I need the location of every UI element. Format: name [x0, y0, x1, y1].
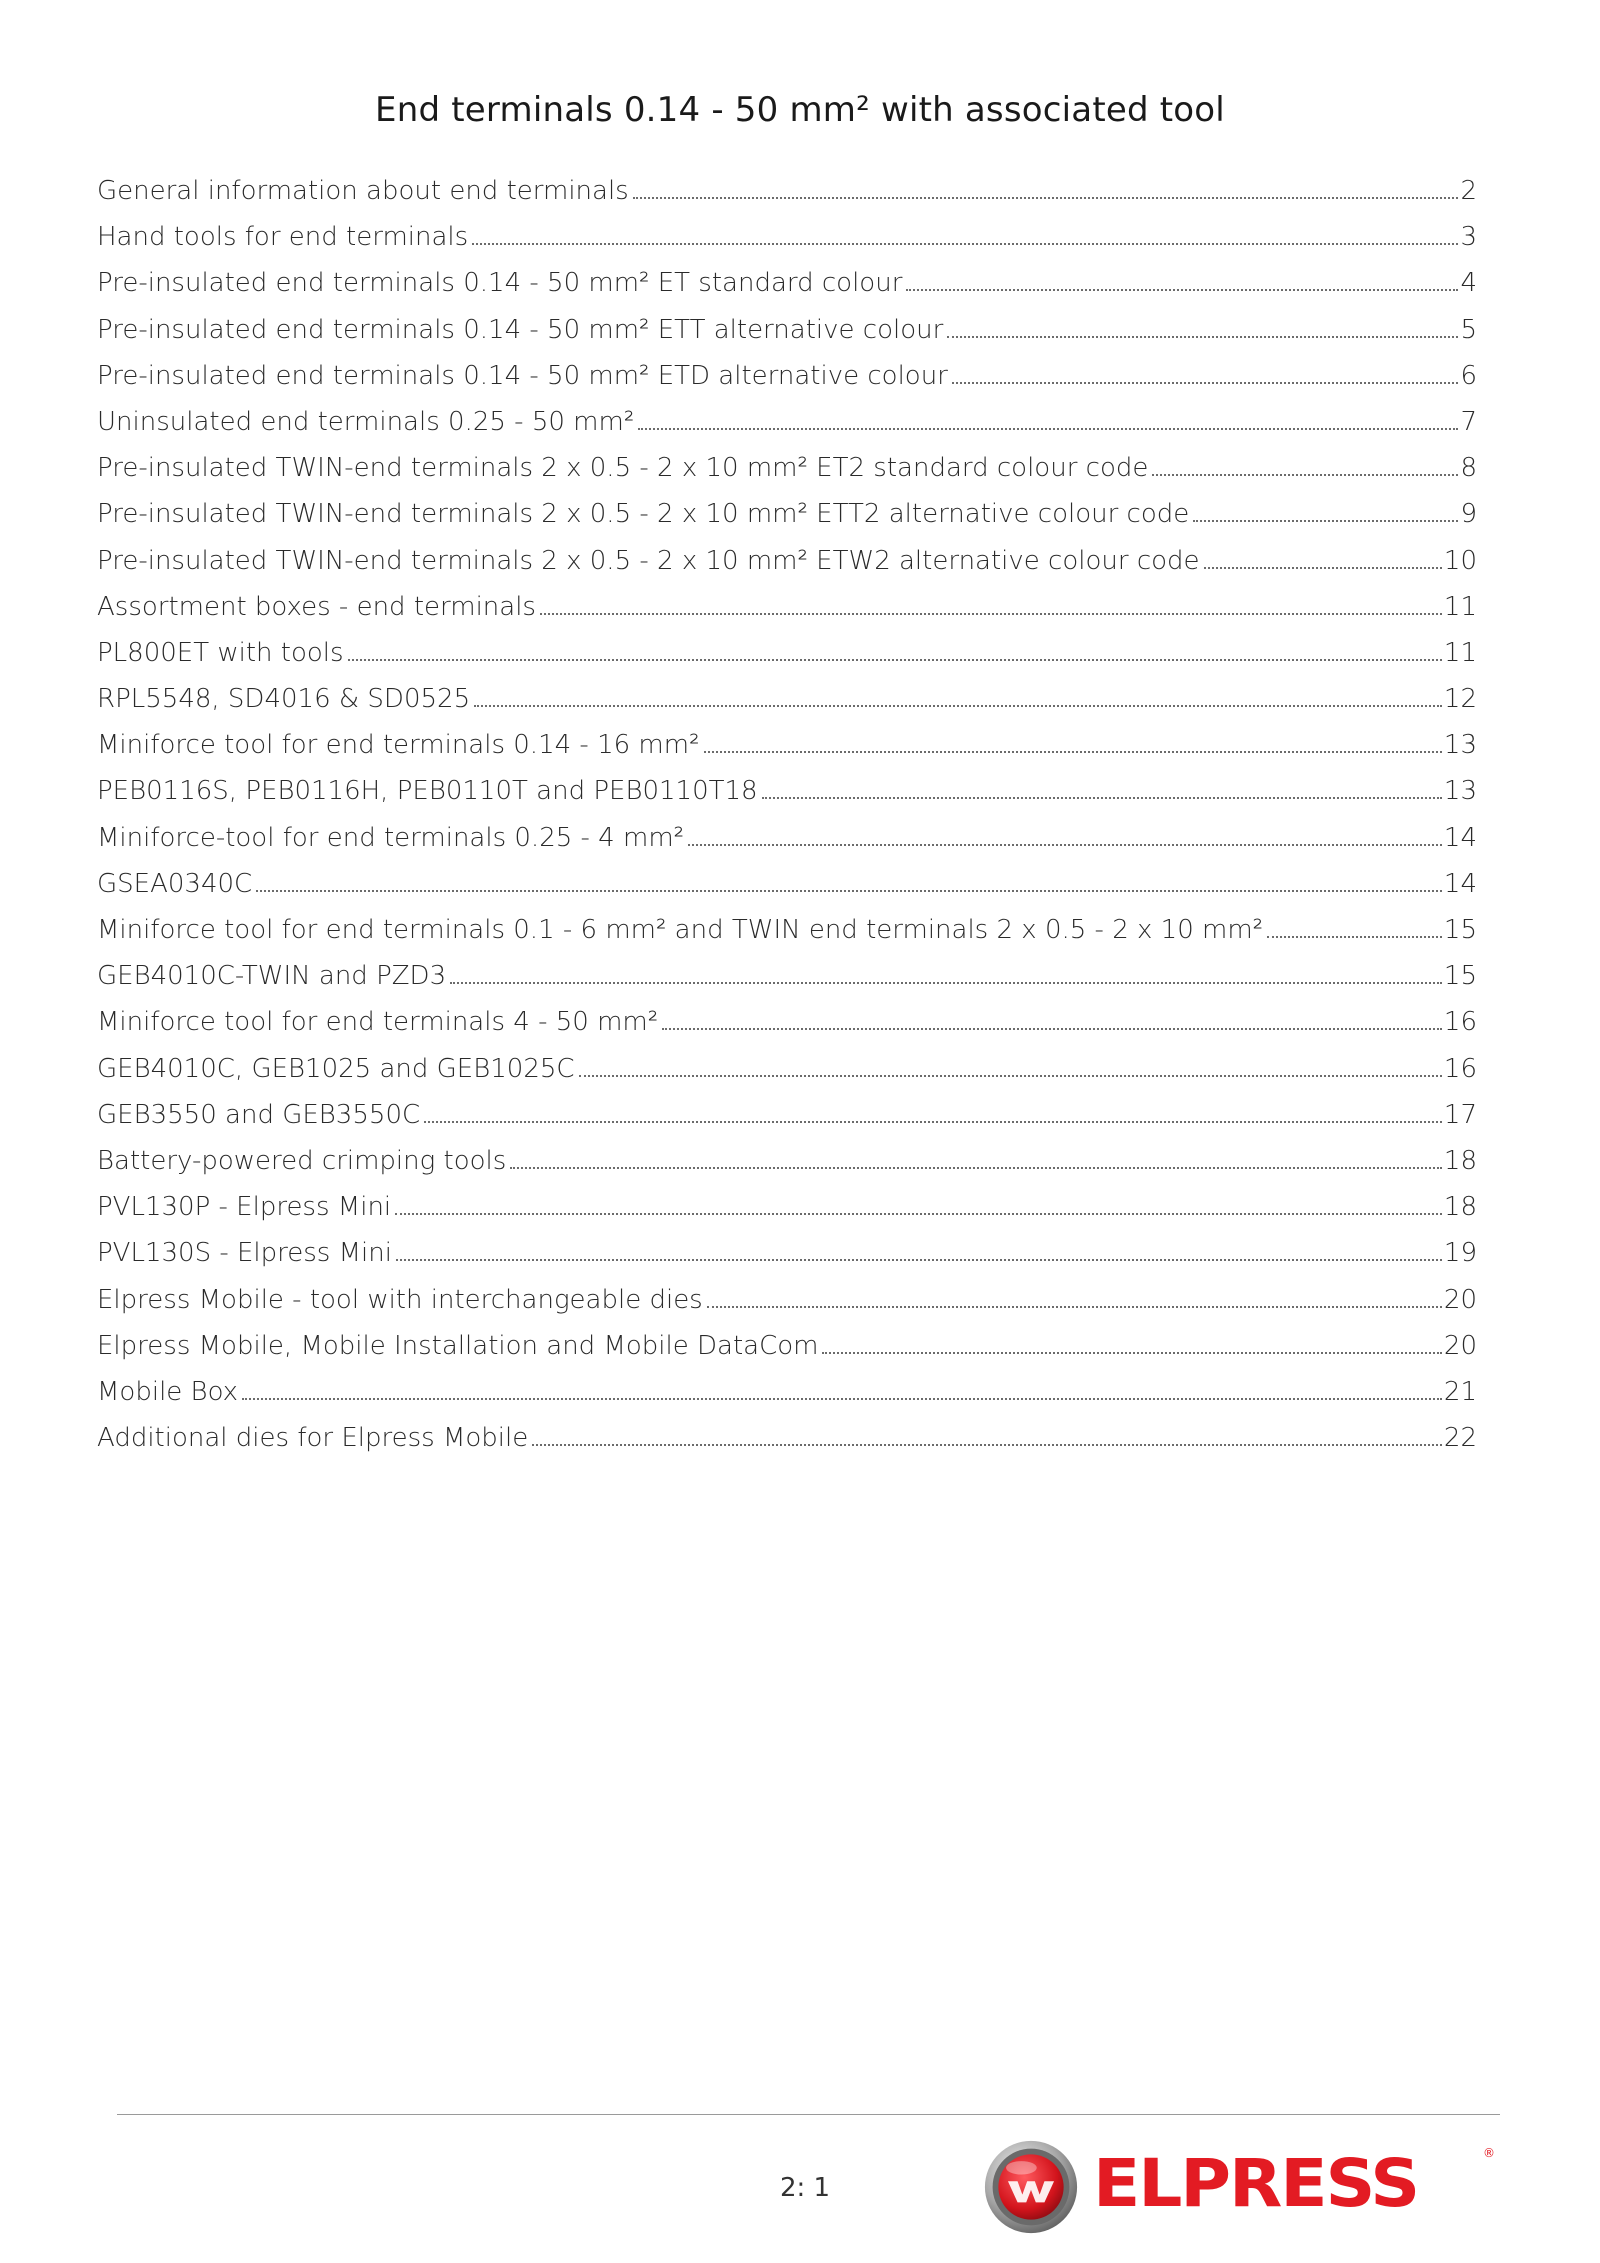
toc-entry-page: 14: [1443, 868, 1477, 899]
footer-divider: [117, 2114, 1500, 2115]
toc-entry: [97, 315, 1477, 361]
toc-dot-leader: [906, 289, 1458, 291]
toc-entry: [97, 684, 1477, 730]
toc-dot-leader: [1152, 474, 1458, 476]
toc-entry-page: 4: [1460, 268, 1477, 299]
toc-entry-page: 15: [1443, 961, 1477, 992]
toc-entry-label: GEB4010C, GEB1025 and GEB1025C: [97, 1053, 575, 1084]
toc-entry-page: 12: [1443, 684, 1477, 715]
toc-entry-page: 15: [1443, 915, 1477, 945]
toc-entry-label: PVL130S - Elpress Mini: [97, 1238, 392, 1269]
toc-entry-page: 8: [1460, 453, 1477, 484]
toc-dot-leader: [1204, 567, 1442, 569]
toc-entry-label: Elpress Mobile - tool with interchangeable dies: [97, 1284, 703, 1315]
toc-dot-leader: [472, 243, 1458, 245]
toc-entry-page: 18: [1443, 1192, 1477, 1223]
toc-entry-page: 17: [1443, 1099, 1477, 1130]
toc-entry-label: GEB3550 and GEB3550C: [97, 1099, 421, 1130]
toc-entry-label: General information about end terminals: [97, 176, 629, 206]
toc-entry-label: PL800ET with tools: [97, 637, 344, 668]
toc-dot-leader: [474, 705, 1442, 707]
toc-entry: [97, 222, 1477, 268]
toc-entry: [97, 638, 1477, 684]
toc-entry: [97, 407, 1477, 453]
toc-entry-label: Miniforce-tool for end terminals 0.25 - 4 mm²: [97, 822, 685, 853]
toc-entry: [97, 1007, 1477, 1053]
toc-entry-page: 3: [1460, 222, 1477, 253]
toc-dot-leader: [242, 1398, 1442, 1400]
elpress-emblem-icon: [983, 2139, 1079, 2235]
toc-entry-page: 6: [1460, 360, 1477, 391]
toc-entry-label: Hand tools for end terminals: [97, 222, 469, 253]
toc-dot-leader: [348, 659, 1442, 661]
page-title: End terminals 0.14 - 50 mm² with associated tool: [375, 90, 1225, 130]
toc-entry-label: Mobile Box: [97, 1376, 239, 1407]
toc-entry: [97, 1377, 1477, 1423]
toc-entry-label: Pre-insulated end terminals 0.14 - 50 mm² ETT alternative colour: [97, 314, 944, 345]
toc-entry-page: 22: [1443, 1423, 1477, 1454]
toc-entry-label: Assortment boxes - end terminals: [97, 591, 536, 622]
toc-dot-leader: [633, 197, 1459, 199]
toc-dot-leader: [510, 1167, 1442, 1169]
toc-entry: [97, 268, 1477, 314]
toc-dot-leader: [579, 1075, 1442, 1077]
toc-entry-label: Pre-insulated end terminals 0.14 - 50 mm² ETD alternative colour: [97, 360, 948, 391]
toc-dot-leader: [450, 982, 1442, 984]
toc-entry: [97, 1100, 1477, 1146]
toc-entry-label: GSEA0340C: [97, 868, 253, 899]
toc-entry-page: 13: [1443, 730, 1477, 761]
toc-entry: [97, 1285, 1477, 1331]
toc-entry-page: 19: [1443, 1238, 1477, 1269]
toc-entry: [97, 592, 1477, 638]
toc-entry-label: Pre-insulated TWIN-end terminals 2 x 0.5 - 2 x 10 mm² ETW2 alternative colour code: [97, 545, 1200, 576]
toc-entry-page: 11: [1443, 591, 1477, 622]
toc-dot-leader: [707, 1306, 1442, 1308]
toc-entry: [97, 1331, 1477, 1377]
toc-entry-label: Miniforce tool for end terminals 0.14 - 16 mm²: [97, 730, 700, 761]
toc-dot-leader: [256, 890, 1442, 892]
toc-dot-leader: [688, 844, 1442, 846]
table-of-contents: [97, 176, 1477, 1469]
page-number: 2: 1: [779, 2173, 831, 2203]
toc-entry-label: Miniforce tool for end terminals 0.1 - 6 mm² and TWIN end terminals 2 x 0.5 - 2 x 10 mm²: [97, 915, 1264, 945]
toc-entry: [97, 176, 1477, 222]
toc-entry-label: Miniforce tool for end terminals 4 - 50 mm²: [97, 1007, 659, 1038]
toc-dot-leader: [396, 1259, 1442, 1261]
toc-dot-leader: [952, 382, 1459, 384]
toc-entry-label: Additional dies for Elpress Mobile: [97, 1423, 529, 1454]
toc-entry-label: PEB0116S, PEB0116H, PEB0110T and PEB0110T18: [97, 776, 758, 807]
toc-entry: [97, 961, 1477, 1007]
toc-entry: [97, 1192, 1477, 1238]
toc-dot-leader: [424, 1121, 1442, 1123]
toc-entry-label: Pre-insulated end terminals 0.14 - 50 mm² ET standard colour: [97, 268, 903, 299]
toc-dot-leader: [638, 428, 1458, 430]
toc-entry-page: 10: [1443, 545, 1477, 576]
toc-entry: [97, 776, 1477, 822]
toc-entry-label: Battery-powered crimping tools: [97, 1145, 507, 1176]
toc-entry-page: 21: [1443, 1376, 1477, 1407]
toc-entry-label: Pre-insulated TWIN-end terminals 2 x 0.5 - 2 x 10 mm² ET2 standard colour code: [97, 453, 1149, 484]
toc-entry-page: 20: [1443, 1284, 1477, 1315]
toc-dot-leader: [947, 336, 1458, 338]
toc-entry: [97, 730, 1477, 776]
toc-dot-leader: [540, 613, 1442, 615]
toc-entry-label: Pre-insulated TWIN-end terminals 2 x 0.5 - 2 x 10 mm² ETT2 alternative colour code: [97, 499, 1190, 530]
toc-entry: [97, 361, 1477, 407]
toc-entry-page: 16: [1443, 1053, 1477, 1084]
toc-dot-leader: [662, 1028, 1442, 1030]
toc-entry-page: 5: [1460, 314, 1477, 345]
toc-entry-page: 20: [1443, 1330, 1477, 1361]
toc-entry: [97, 499, 1477, 545]
toc-entry-page: 13: [1443, 776, 1477, 807]
toc-entry-page: 18: [1443, 1145, 1477, 1176]
registered-mark: ®: [1483, 2146, 1495, 2160]
toc-entry-page: 16: [1443, 1007, 1477, 1038]
elpress-logo-wordmark: ELPRESS: [1093, 2145, 1419, 2222]
toc-dot-leader: [1193, 520, 1458, 522]
toc-entry-label: Uninsulated end terminals 0.25 - 50 mm²: [97, 406, 635, 437]
toc-entry: [97, 1238, 1477, 1284]
toc-dot-leader: [1267, 936, 1442, 938]
toc-dot-leader: [822, 1352, 1441, 1354]
toc-entry-label: Elpress Mobile, Mobile Installation and Mobile DataCom: [97, 1330, 819, 1361]
toc-dot-leader: [532, 1444, 1442, 1446]
toc-dot-leader: [395, 1213, 1442, 1215]
toc-entry-page: 9: [1460, 499, 1477, 530]
toc-dot-leader: [704, 751, 1442, 753]
toc-entry: [97, 915, 1477, 961]
toc-entry-label: GEB4010C-TWIN and PZD3: [97, 961, 447, 992]
toc-entry-label: PVL130P - Elpress Mini: [97, 1192, 392, 1223]
toc-entry: [97, 1054, 1477, 1100]
toc-entry: [97, 1146, 1477, 1192]
toc-entry: [97, 869, 1477, 915]
toc-dot-leader: [762, 797, 1442, 799]
toc-entry-label: RPL5548, SD4016 & SD0525: [97, 684, 471, 715]
toc-entry: [97, 1423, 1477, 1469]
toc-entry-page: 11: [1443, 637, 1477, 668]
toc-entry: [97, 453, 1477, 499]
toc-entry-page: 7: [1460, 406, 1477, 437]
toc-entry-page: 2: [1460, 176, 1477, 206]
toc-entry: [97, 546, 1477, 592]
toc-entry: [97, 823, 1477, 869]
toc-entry-page: 14: [1443, 822, 1477, 853]
